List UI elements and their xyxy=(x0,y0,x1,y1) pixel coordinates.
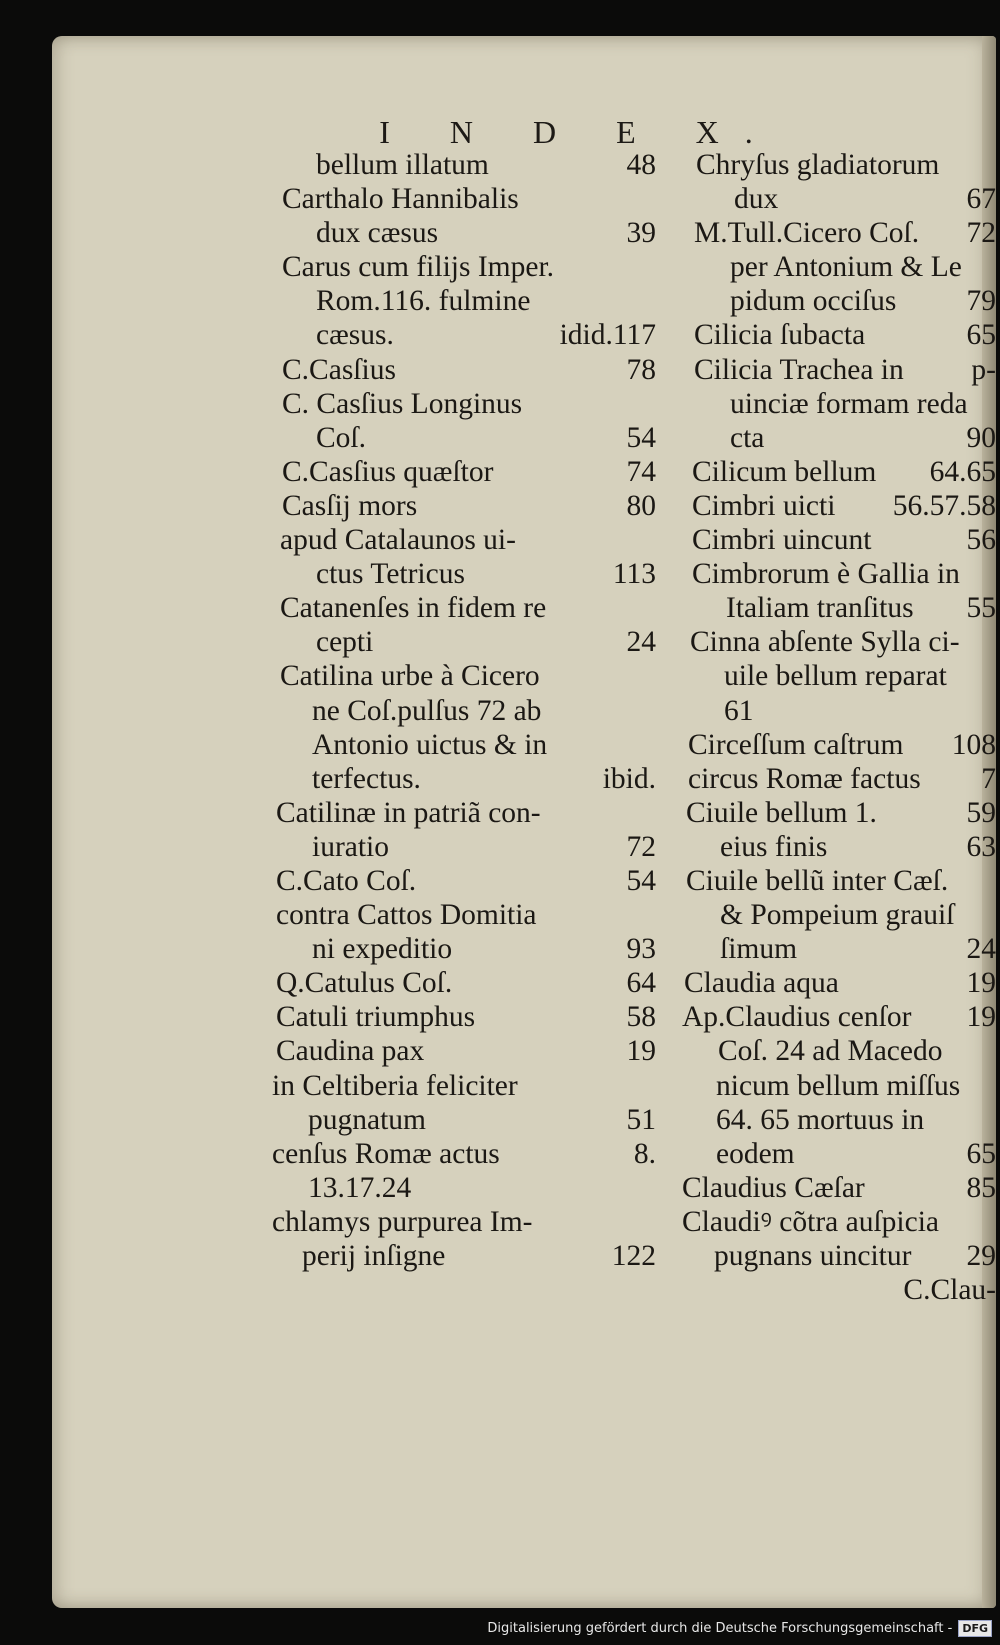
entry-text: Catilinæ in patriã con- xyxy=(276,796,541,829)
index-entry xyxy=(276,557,656,591)
entry-page: 54 xyxy=(626,864,656,897)
entry-text: C.Casſius quæſtor xyxy=(282,455,494,488)
entry-text: per Antonium & Le xyxy=(730,251,962,284)
entry-text: Ciuile bellum 1. xyxy=(686,796,877,829)
index-entry xyxy=(276,421,656,455)
entry-text: Cimbri uicti xyxy=(692,489,836,522)
entry-text: Carthalo Hannibalis xyxy=(282,183,519,216)
index-entry xyxy=(626,625,996,659)
entry-text: Cimbrorum è Gallia in xyxy=(692,558,960,591)
index-entry xyxy=(276,284,656,318)
entry-page: 63 xyxy=(966,830,996,863)
page-header: I N D E X. xyxy=(379,114,779,150)
index-entry xyxy=(276,455,656,489)
entry-page: p- xyxy=(971,353,996,386)
index-entry xyxy=(276,762,656,796)
entry-page: 51 xyxy=(626,1103,656,1136)
entry-text: Catanenſes in fidem re xyxy=(280,592,547,625)
entry-page: 54 xyxy=(626,421,656,454)
index-entry xyxy=(626,898,996,932)
index-entry xyxy=(276,1034,656,1068)
entry-text: ſimum xyxy=(720,933,798,966)
index-entry xyxy=(626,557,996,591)
entry-text: uile bellum reparat xyxy=(724,660,947,693)
entry-text: Claudia aqua xyxy=(684,967,839,1000)
index-entry xyxy=(626,1137,996,1171)
entry-text: ne Coſ.pulſus 72 ab xyxy=(312,694,542,727)
index-entry xyxy=(626,1205,996,1239)
index-entry xyxy=(276,898,656,932)
index-entry xyxy=(276,387,656,421)
index-entry xyxy=(626,966,996,1000)
index-entry xyxy=(276,182,656,216)
index-entry xyxy=(276,353,656,387)
entry-text: Cimbri uincunt xyxy=(692,524,872,557)
entry-text: M.Tull.Cicero Coſ. xyxy=(694,217,920,250)
entry-text: Rom.116. fulmine xyxy=(316,285,531,318)
entry-page: 72 xyxy=(626,830,656,863)
entry-page: 122 xyxy=(611,1240,656,1272)
entry-page: 7 xyxy=(981,762,996,795)
entry-page: 93 xyxy=(626,933,656,966)
index-entry xyxy=(626,830,996,864)
entry-text: ni expeditio xyxy=(312,933,453,966)
index-entry xyxy=(626,796,996,830)
index-entry xyxy=(276,728,656,762)
entry-page: 58 xyxy=(626,1001,656,1034)
entry-text: 64. 65 mortuus in xyxy=(716,1103,925,1136)
index-entry xyxy=(276,796,656,830)
entry-page: 19 xyxy=(966,1001,996,1034)
entry-text: Claudiꝰ cõtra auſpicia xyxy=(682,1205,940,1238)
index-entry xyxy=(626,728,996,762)
index-entry xyxy=(626,250,996,284)
entry-page: 64 xyxy=(626,967,656,1000)
index-entry xyxy=(276,932,656,966)
entry-text: Cilicum bellum xyxy=(692,455,877,488)
entry-page: 80 xyxy=(626,489,656,522)
entry-page: 65 xyxy=(966,1137,996,1170)
index-entry xyxy=(626,489,996,523)
entry-text: Catilina urbe à Cicero xyxy=(280,660,540,693)
entry-page: ibid. xyxy=(602,762,656,795)
index-entry xyxy=(276,591,656,625)
index-entry xyxy=(626,421,996,455)
entry-page: 24 xyxy=(626,626,656,659)
index-column-right xyxy=(626,148,996,1307)
index-entry xyxy=(626,1171,996,1205)
entry-page: C.Clau- xyxy=(903,1274,996,1307)
entry-text: contra Cattos Domitia xyxy=(276,899,537,932)
entry-text: & Pompeium grauiſ xyxy=(720,899,955,932)
entry-page: 19 xyxy=(626,1035,656,1068)
entry-text: Ciuile bellũ inter Cæſ. xyxy=(686,864,949,897)
index-column-left xyxy=(272,148,656,1273)
entry-page: 56 xyxy=(966,524,996,557)
entry-text: circus Romæ factus xyxy=(688,762,921,795)
entry-text: Casſij mors xyxy=(282,489,418,522)
index-entry xyxy=(626,932,996,966)
entry-text: Antonio uictus & in xyxy=(312,728,548,761)
entry-text: dux cæsus xyxy=(316,217,439,250)
entry-text: pugnans uincitur xyxy=(714,1240,912,1272)
entry-text: Circeſſum caſtrum xyxy=(688,728,904,761)
entry-text: Cilicia Trachea in xyxy=(694,353,904,386)
index-entry xyxy=(272,1069,656,1103)
index-entry xyxy=(626,659,996,693)
entry-text: cæsus. xyxy=(316,319,394,352)
index-entry xyxy=(276,830,656,864)
index-entry xyxy=(276,523,656,557)
entry-text: pidum occiſus xyxy=(730,285,897,318)
entry-page: 48 xyxy=(626,149,656,181)
entry-text: iuratio xyxy=(312,830,390,863)
index-entry xyxy=(272,1137,656,1171)
entry-text: in Celtiberia feliciter xyxy=(272,1069,518,1102)
entry-page: 8. xyxy=(633,1137,656,1170)
index-entry xyxy=(626,387,996,421)
index-entry xyxy=(626,1239,996,1273)
entry-text: dux xyxy=(734,183,779,216)
entry-page: 55 xyxy=(966,592,996,625)
index-entry xyxy=(626,284,996,318)
entry-text: Caudina pax xyxy=(276,1035,425,1068)
footer-credit: Digitalisierung gefördert durch die Deutsche Forschungsgemeinschaft - xyxy=(487,1620,953,1636)
entry-text: bellum illatum xyxy=(316,149,489,181)
index-entry xyxy=(276,250,656,284)
entry-text: Carus cum filijs Imper. xyxy=(282,251,555,284)
entry-page: 29 xyxy=(966,1240,996,1272)
entry-page: 74 xyxy=(626,455,656,488)
index-entry xyxy=(626,523,996,557)
index-entry xyxy=(626,1103,996,1137)
entry-text: uinciæ formam reda xyxy=(730,387,968,420)
index-entry xyxy=(276,966,656,1000)
index-entry xyxy=(276,864,656,898)
index-entry xyxy=(626,455,996,489)
entry-text: C.Cato Coſ. xyxy=(276,864,417,897)
footer-bar xyxy=(487,1615,992,1641)
entry-text: C.Casſius xyxy=(282,353,396,386)
entry-page: 56.57.58 xyxy=(892,489,996,522)
index-entry xyxy=(272,1205,656,1239)
entry-text: Chryſus gladiatorum xyxy=(696,149,940,181)
entry-page: 78 xyxy=(626,353,656,386)
index-entry xyxy=(626,1069,996,1103)
entry-text: eodem xyxy=(716,1137,795,1170)
entry-text: perij inſigne xyxy=(302,1240,446,1272)
dfg-logo: DFG xyxy=(958,1620,992,1637)
index-entry xyxy=(626,216,996,250)
entry-text: ctus Tetricus xyxy=(316,558,465,591)
entry-text: chlamys purpurea Im- xyxy=(272,1205,533,1238)
entry-page: 79 xyxy=(966,285,996,318)
entry-text: cta xyxy=(730,421,765,454)
entry-text: Coſ. xyxy=(316,421,366,454)
index-entry xyxy=(626,1273,996,1307)
entry-text: Catuli triumphus xyxy=(276,1001,476,1034)
entry-text: nicum bellum miſſus xyxy=(716,1069,961,1102)
book-page xyxy=(52,36,996,1608)
entry-page: 90 xyxy=(966,421,996,454)
index-entry xyxy=(276,1103,656,1137)
entry-text: Q.Catulus Coſ. xyxy=(276,967,453,1000)
index-entry xyxy=(276,659,656,693)
entry-text: Cilicia ſubacta xyxy=(694,319,866,352)
entry-page: 67 xyxy=(966,183,996,216)
index-entry xyxy=(276,1171,656,1205)
entry-text: eius finis xyxy=(720,830,828,863)
entry-text: C. Casſius Longinus xyxy=(282,387,523,420)
entry-page: 59 xyxy=(966,796,996,829)
index-entry xyxy=(626,694,996,728)
entry-text: pugnatum xyxy=(308,1103,426,1136)
entry-text: Italiam tranſitus xyxy=(726,592,914,625)
index-entry xyxy=(626,591,996,625)
entry-text: cepti xyxy=(316,626,374,659)
entry-text: apud Catalaunos ui- xyxy=(280,524,516,557)
entry-page: 24 xyxy=(966,933,996,966)
entry-page: 85 xyxy=(966,1171,996,1204)
entry-text: 61 xyxy=(724,694,754,727)
index-entry xyxy=(626,1034,996,1068)
index-entry xyxy=(626,148,996,182)
entry-page: 113 xyxy=(612,558,656,591)
entry-text: Ap.Claudius cenſor xyxy=(682,1001,912,1034)
entry-text: Claudius Cæſar xyxy=(682,1171,865,1204)
index-entry xyxy=(626,762,996,796)
index-entry xyxy=(276,216,656,250)
entry-page: 108 xyxy=(951,728,996,761)
entry-page: idid.117 xyxy=(559,319,656,352)
entry-page: 39 xyxy=(626,217,656,250)
entry-page: 19 xyxy=(966,967,996,1000)
index-entry xyxy=(276,148,656,182)
index-entry xyxy=(626,1000,996,1034)
index-entry xyxy=(276,1239,656,1273)
index-entry xyxy=(276,694,656,728)
index-entry xyxy=(276,1000,656,1034)
entry-page: 65 xyxy=(966,319,996,352)
entry-text: cenſus Romæ actus xyxy=(272,1137,500,1170)
index-entry xyxy=(626,864,996,898)
entry-page: 64.65 xyxy=(929,455,996,488)
entry-page: 72 xyxy=(966,217,996,250)
index-entry xyxy=(276,318,656,352)
entry-text: terfectus. xyxy=(312,762,421,795)
index-entry xyxy=(626,182,996,216)
index-entry xyxy=(626,353,996,387)
index-entry xyxy=(626,318,996,352)
entry-text: Cinna abſente Sylla ci- xyxy=(690,626,960,659)
index-entry xyxy=(276,625,656,659)
entry-text: 13.17.24 xyxy=(308,1171,412,1204)
index-entry xyxy=(276,489,656,523)
entry-text: Coſ. 24 ad Macedo xyxy=(718,1035,943,1068)
